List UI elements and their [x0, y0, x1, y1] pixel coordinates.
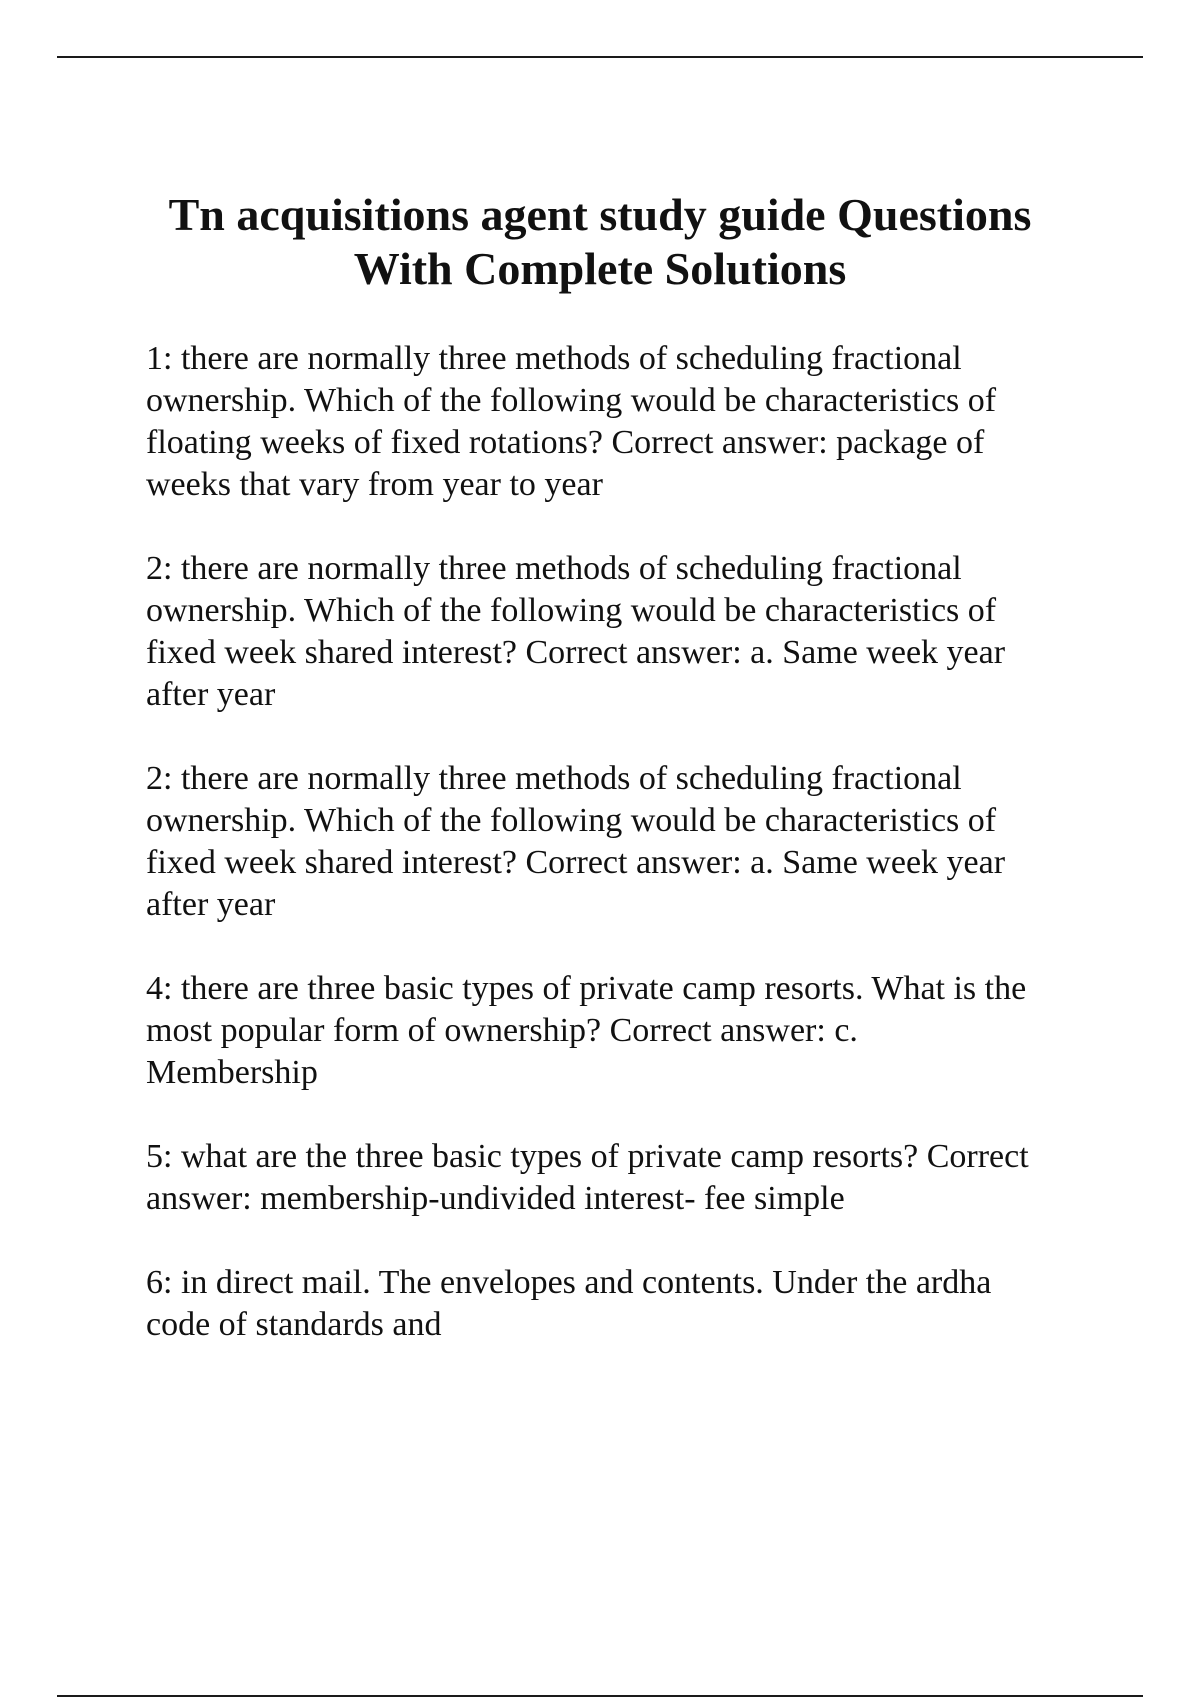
question-line: floating weeks of fixed rotations? Correct answer: package of	[146, 424, 985, 461]
question-line: answer: membership-undivided interest- fee simple	[146, 1180, 845, 1217]
question-line: ownership. Which of the following would be characteristics of	[146, 802, 997, 839]
question-2	[146, 548, 1106, 716]
question-line: ownership. Which of the following would be characteristics of	[146, 382, 997, 419]
question-line: after year	[146, 676, 276, 713]
title-line-1: Tn acquisitions agent study guide Questions	[168, 189, 1032, 240]
question-line: 5: what are the three basic types of private camp resorts? Correct	[146, 1138, 1029, 1175]
top-rule	[57, 56, 1143, 58]
question-line: after year	[146, 886, 276, 923]
bottom-rule	[57, 1695, 1143, 1697]
question-line: code of standards and	[146, 1306, 442, 1343]
question-line: 4: there are three basic types of private camp resorts. What is the	[146, 970, 1027, 1007]
question-line: 1: there are normally three methods of scheduling fractional	[146, 340, 962, 377]
question-1	[146, 338, 1106, 506]
question-line: 2: there are normally three methods of scheduling fractional	[146, 760, 962, 797]
question-4	[146, 968, 1106, 1094]
question-line: weeks that vary from year to year	[146, 466, 603, 503]
document-title	[80, 188, 1120, 296]
question-line: 6: in direct mail. The envelopes and contents. Under the ardha	[146, 1264, 992, 1301]
question-line: ownership. Which of the following would be characteristics of	[146, 592, 997, 629]
question-list	[146, 338, 1106, 1388]
question-line: fixed week shared interest? Correct answer: a. Same week year	[146, 844, 1006, 881]
question-5	[146, 1136, 1106, 1220]
title-line-2: With Complete Solutions	[353, 243, 847, 294]
question-line: most popular form of ownership? Correct answer: c.	[146, 1012, 858, 1049]
question-3	[146, 758, 1106, 926]
question-6	[146, 1262, 1106, 1346]
question-line: Membership	[146, 1054, 318, 1091]
question-line: fixed week shared interest? Correct answer: a. Same week year	[146, 634, 1006, 671]
question-line: 2: there are normally three methods of scheduling fractional	[146, 550, 962, 587]
